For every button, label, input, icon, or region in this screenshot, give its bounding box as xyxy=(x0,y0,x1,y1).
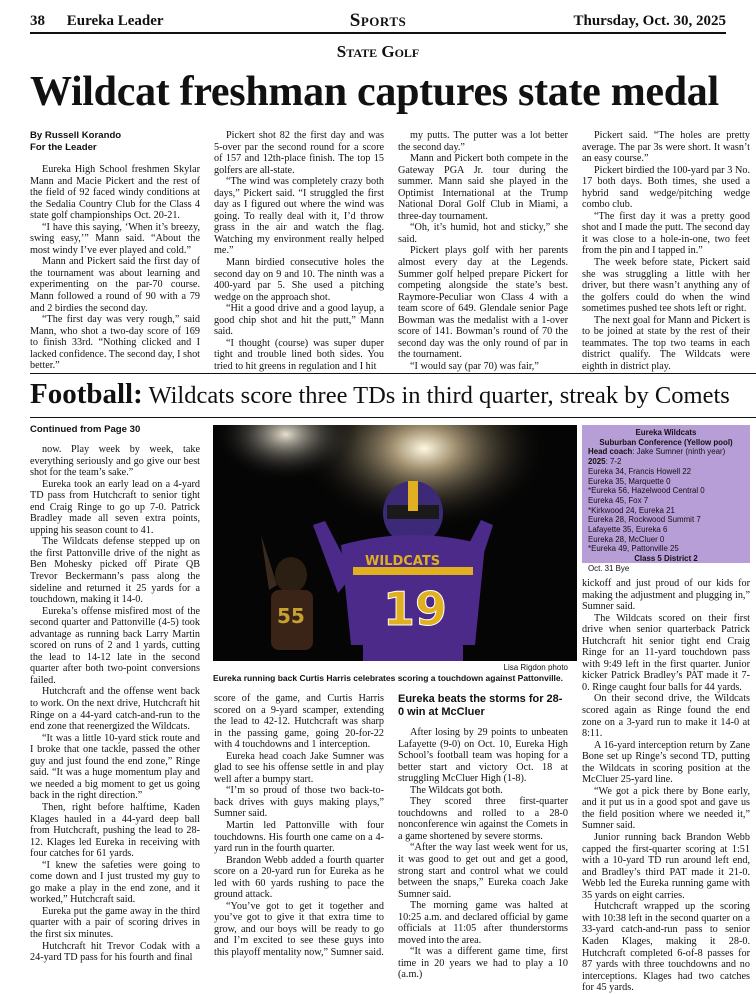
paragraph: Hutchcraft wrapped up the scoring with 10:38 left in the second quarter on a 33-yard catch-and-run pass to senior Kaden Klages, making it 28-0. Hutchcraft completed 6-of-8 passes for 87 yards with three touchdowns and no interceptions. Klages had two catches for 45 yards. xyxy=(582,901,750,994)
paragraph: The next goal for Mann and Pickert is to be joined at state by the rest of their teammates. The top two teams in each district qualify. The Wildcats were eighth in district play. xyxy=(582,314,750,372)
team-schedule-box xyxy=(582,425,750,573)
paragraph: Junior running back Brandon Webb capped the first-quarter scoring at 1:51 with a 10-yard TD run around left end, and Bradley’s third PAT made it 21-0. Webb led the Eureka running game with 35 yards on eight carries. xyxy=(582,832,750,901)
paragraph: “Oh, it’s humid, hot and sticky,” she said. xyxy=(398,222,568,245)
football-headline-rest: Wildcats score three TDs in third quarter, streak by Comets xyxy=(142,382,730,409)
paragraph: “The wind was completely crazy both days,” Pickert said. “I struggled the first day as I figured out where the wind was going. To really deal with it, I’d throw grass in the air and watch the flag. Watching my environment really helped me.” xyxy=(214,176,384,257)
head-coach-label: Head coach xyxy=(588,447,633,457)
class-district-heading: Class 5 District 2 xyxy=(634,554,698,564)
mccluer-subhead: Eureka beats the storms for 28-0 win at McCluer xyxy=(398,693,563,718)
game-result: Eureka 34, Francis Howell 22 xyxy=(588,466,692,476)
golf-column-2 xyxy=(214,130,384,370)
paragraph: my putts. The putter was a lot better the second day.” xyxy=(398,130,568,153)
paragraph: “It was a little 10-yard stick route and I broke that one tackle, passed the other guy and just found the end zone,” Ringe said. “It was a huge momentum play and we needed a big moment to get us going back in the right direction.” xyxy=(30,732,200,802)
upcoming-game: Oct. 31 Bye xyxy=(588,563,630,573)
paragraph: “You’ve got to get it together and you’ve got to give it that extra time to grow, and our boys will be ready to go and I’m excited to see these guys into this playoff mentality now,” Sumner said. xyxy=(214,900,384,959)
game-result: *Eureka 56, Hazelwood Central 0 xyxy=(588,486,705,496)
section-divider-bottom xyxy=(30,417,756,418)
paragraph: Mann birdied consecutive holes the second day on 9 and 10. The ninth was a 400-yard par 5. She used a pitching wedge on the approach shot. xyxy=(214,257,384,303)
football-headline-lead: Football: xyxy=(30,378,143,410)
jersey-number: 19 xyxy=(383,582,448,636)
photo-caption: Eureka running back Curtis Harris celebrates scoring a touchdown against Pattonville. xyxy=(213,673,564,683)
paragraph: “After the way last week went for us, it was good to get out and get a good, strong start and control what we could between the snaps,” Eureka coach Jake Sumner said. xyxy=(398,842,568,900)
paragraph: Hutchcraft hit Trevor Codak with a 24-yard TD pass for his fourth and final xyxy=(30,940,200,964)
football-headline xyxy=(30,378,746,411)
game-result: Lafayette 35, Eureka 6 xyxy=(588,525,668,535)
golf-byline xyxy=(30,130,200,154)
schedule-title: Eureka Wildcats xyxy=(635,428,697,437)
byline-author: By Russell Korando xyxy=(30,130,122,141)
golf-column-3 xyxy=(398,130,568,370)
game-result: *Kirkwood 24, Eureka 21 xyxy=(588,505,675,515)
schedule-subtitle: Suburban Conference (Yellow pool) xyxy=(599,437,733,447)
paragraph: Eureka put the game away in the third quarter with a pair of scoring drives in the first six minutes. xyxy=(30,905,200,940)
football-column-1 xyxy=(30,424,200,980)
paragraph: Brandon Webb added a fourth quarter score on a 20-yard run for Eureka as he led with 60 yards rushing to pace the ground attack. xyxy=(214,854,384,901)
issue-date: Thursday, Oct. 30, 2025 xyxy=(573,13,726,29)
game-result: Eureka 35, Marquette 0 xyxy=(588,476,671,486)
publication-name: Eureka Leader xyxy=(66,13,164,29)
golf-column-1 xyxy=(30,130,200,370)
page-header xyxy=(30,10,726,34)
section-divider-top xyxy=(30,373,756,374)
golf-headline: Wildcat freshman captures state medal xyxy=(30,69,719,115)
game-results-list xyxy=(588,467,744,554)
paragraph: “I knew the safeties were going to come down and I just trusted my guy to go make a play in the end zone, and it worked,” Hutchcraft said. xyxy=(30,859,200,906)
paragraph: Pickert birdied the 100-yard par 3 No. 17 both days. Both times, she used a hybrid sand wedge/pitching wedge combo club. xyxy=(582,164,750,211)
paragraph: “I have this saying, ‘When it’s breezy, swing easy,’” Mann said. “About the most windy I’ve ever played and cold.” xyxy=(30,221,200,256)
game-result: Eureka 28, Rockwood Summit 7 xyxy=(588,515,701,525)
jersey-team-name: WILDCATS xyxy=(365,554,441,569)
paragraph: Pickert shot 82 the first day and was 5-over par the second round for a score of 157 and 12th-place finish. The top 15 golfers are all-state. xyxy=(214,130,384,176)
paragraph: Eureka High School freshmen Skylar Mann and Macie Pickert and the rest of the field of 92 faced windy conditions at the Sedalia Country Club for the Class 4 state golf championships Oct. 20-21. xyxy=(30,164,200,222)
paragraph: Martin led Pattonville with four touchdowns. His fourth one came on a 4-yard run in the fourth quarter. xyxy=(214,820,384,855)
football-column-4 xyxy=(582,578,750,994)
paragraph: Pickert said. “The holes are pretty average. The par 3s were short. It wasn’t an easy course.” xyxy=(582,130,750,165)
paragraph: Mann and Pickert both compete in the Gateway PGA Jr. tour during the summer. Mann said she played in the Optimist International at the Trump National Doral Golf Club in Miami, a three-day tournament. xyxy=(398,153,568,222)
continued-note: Continued from Page 30 xyxy=(30,424,141,435)
page-number: 38 xyxy=(30,13,45,29)
game-result: Eureka 28, McCluer 0 xyxy=(588,534,665,544)
paragraph: The week before state, Pickert said she was struggling a little with her driver, but there wasn’t anything any of the golfers could do when the wind sometimes pushed tee shots left or right. xyxy=(582,257,750,315)
paragraph: Pickert plays golf with her parents almost every day at the Legends. Summer golf helped prepare Pickert for competing alongside the state’s best. Raymore-Peculiar won Class 4 with a team score of 649. Glendale senior Page Bowman was the medalist with a 1-over score of 141. Bowman’s round of 70 the second day was the only round of par in the tournament. xyxy=(398,245,568,361)
season-record-line xyxy=(588,457,744,467)
golf-column-4 xyxy=(582,130,750,370)
paragraph: After losing by 29 points to unbeaten Lafayette (9-0) on Oct. 10, Eureka High School’s football team was hoping for a better start and victory Oct. 18 at struggling McCluer High (1-8). xyxy=(398,727,568,785)
paragraph: “Hit a good drive and a good layup, a good chip shot and hit the putt,” Mann said. xyxy=(214,303,384,338)
paragraph: The morning game was halted at 10:25 a.m. and declared official by game officials at 11:05 after thunderstorms moved into the area. xyxy=(398,900,568,946)
paragraph: Eureka head coach Jake Sumner was glad to see his offense settle in and play well after a bumpy start. xyxy=(214,750,384,785)
paragraph: Hutchcraft and the offense went back to work. On the next drive, Hutchcraft hit Ringe on a 44-yard catch-and-run to the end zone that reenergized the Wildcats. xyxy=(30,686,200,733)
paragraph: The Wildcats got both. xyxy=(410,784,503,796)
paragraph: The Wildcats scored on their first drive when senior quarterback Patrick Hutchcraft hit senior tight end Craig Ringe for an 11-yard touchdown pass with 9:49 left in the first quarter. Junior kicker Patrick Bradley’s PAT made it 7-0. Ringe caught four balls for 44 yards. xyxy=(582,612,750,693)
teammate-jersey-number: 55 xyxy=(277,604,305,628)
paragraph: “It was a different game time, first time in 20 years we had to play a 10 (a.m.) xyxy=(398,946,568,981)
paragraph: “We got a pick there by Bone early, and it put us in a good spot and gave us the field position where we needed it,” Sumner said. xyxy=(582,785,750,832)
paragraph: They scored three first-quarter touchdowns and rolled to a 28-0 nonconference win against the Comets in a game shortened by severe storms. xyxy=(398,796,568,842)
paragraph: Eureka took an early lead on a 4-yard TD pass from Hutchcraft to senior tight end Craig Ringe to go up 7-0. Patrick Bradley made all seven extra points, upping his season count to 41. xyxy=(30,478,200,536)
game-result: *Eureka 49, Pattonville 25 xyxy=(588,544,679,554)
golf-kicker: State Golf xyxy=(336,42,420,61)
paragraph: A 16-yard interception return by Zane Bone set up Ringe’s second TD, putting the Wildcats in scoring position at the McCluer 25-yard line. xyxy=(582,739,750,786)
head-coach-value: : Jake Sumner (ninth year) xyxy=(632,447,726,457)
byline-affiliation: For the Leader xyxy=(30,142,97,153)
football-column-3 xyxy=(398,693,568,980)
football-photo xyxy=(213,425,577,661)
paragraph: “I thought (course) was super duper tight and trouble lined both sides. You tried to hit greens in regulation and I hit xyxy=(214,337,384,372)
paragraph: “I would say (par 70) was fair,” xyxy=(410,360,539,372)
paragraph: “I’m so proud of those two back-to-back drives with guys making plays,” Sumner said. xyxy=(214,785,384,820)
photo-illustration xyxy=(213,425,577,661)
paragraph: now. Play week by week, take everything seriously and go give our best shot for the team’s sake.” xyxy=(30,444,200,479)
paragraph: Mann and Pickert said the first day of the tournament was about learning and experimenting on the par-70 course. Mann followed a round of 90 with a 79 and 2 birdies the second day. xyxy=(30,256,200,314)
section-name: Sports xyxy=(349,10,407,31)
paragraph: score of the game, and Curtis Harris scored on a 9-yard scamper, extending the lead to 42-12. Hutchcraft was sharp in the passing game, going 20-for-22 with 4 touchdowns and 1 interception. xyxy=(214,693,384,751)
paragraph: On their second drive, the Wildcats scored again as Ringe found the end zone on a 3-yard run to make it 14-0 at 8:11. xyxy=(582,693,750,740)
head-coach-line xyxy=(588,447,744,457)
game-result: Eureka 45, Fox 7 xyxy=(588,495,649,505)
season-label: 2025 xyxy=(588,457,606,467)
paragraph: Then, right before halftime, Kaden Klages hauled in a 44-yard deep ball from Hutchcraft, pushing the lead to 28-12. Klages led Eureka in receiving with four catches for 61 yards. xyxy=(30,801,200,860)
paragraph: The Wildcats defense stepped up on the first Pattonville drive of the night as Ben Mohesky picked off Pirate QB Trevor Beckermann’s pass along the sideline and returned it 25 yards for a touchdown, making it 14-0. xyxy=(30,536,200,606)
football-column-2 xyxy=(214,693,384,980)
season-record: : 7-2 xyxy=(605,457,622,467)
paragraph: “The first day it was a pretty good shot and I made the putt. The second day it was close to a hole-in-one, two feet from the pin and I tapped in.” xyxy=(582,210,750,257)
paragraph: Eureka’s offense misfired most of the second quarter and Pattonville (4-5) took advantage as running back Larry Martin scored on runs of 2 and 1 yards, cutting the lead to 14-12 late in the second quarter after both two-point conversions failed. xyxy=(30,605,200,686)
paragraph: “The first day was very rough,” said Mann, who shot a two-day score of 169 to finish 33rd. “Nothing clicked and I lacked confidence. The second day, I shot better.” xyxy=(30,314,201,372)
paragraph: kickoff and just proud of our kids for making the adjustment and plugging in,” Sumner said. xyxy=(582,578,750,613)
photo-credit: Lisa Rigdon photo xyxy=(503,663,568,672)
